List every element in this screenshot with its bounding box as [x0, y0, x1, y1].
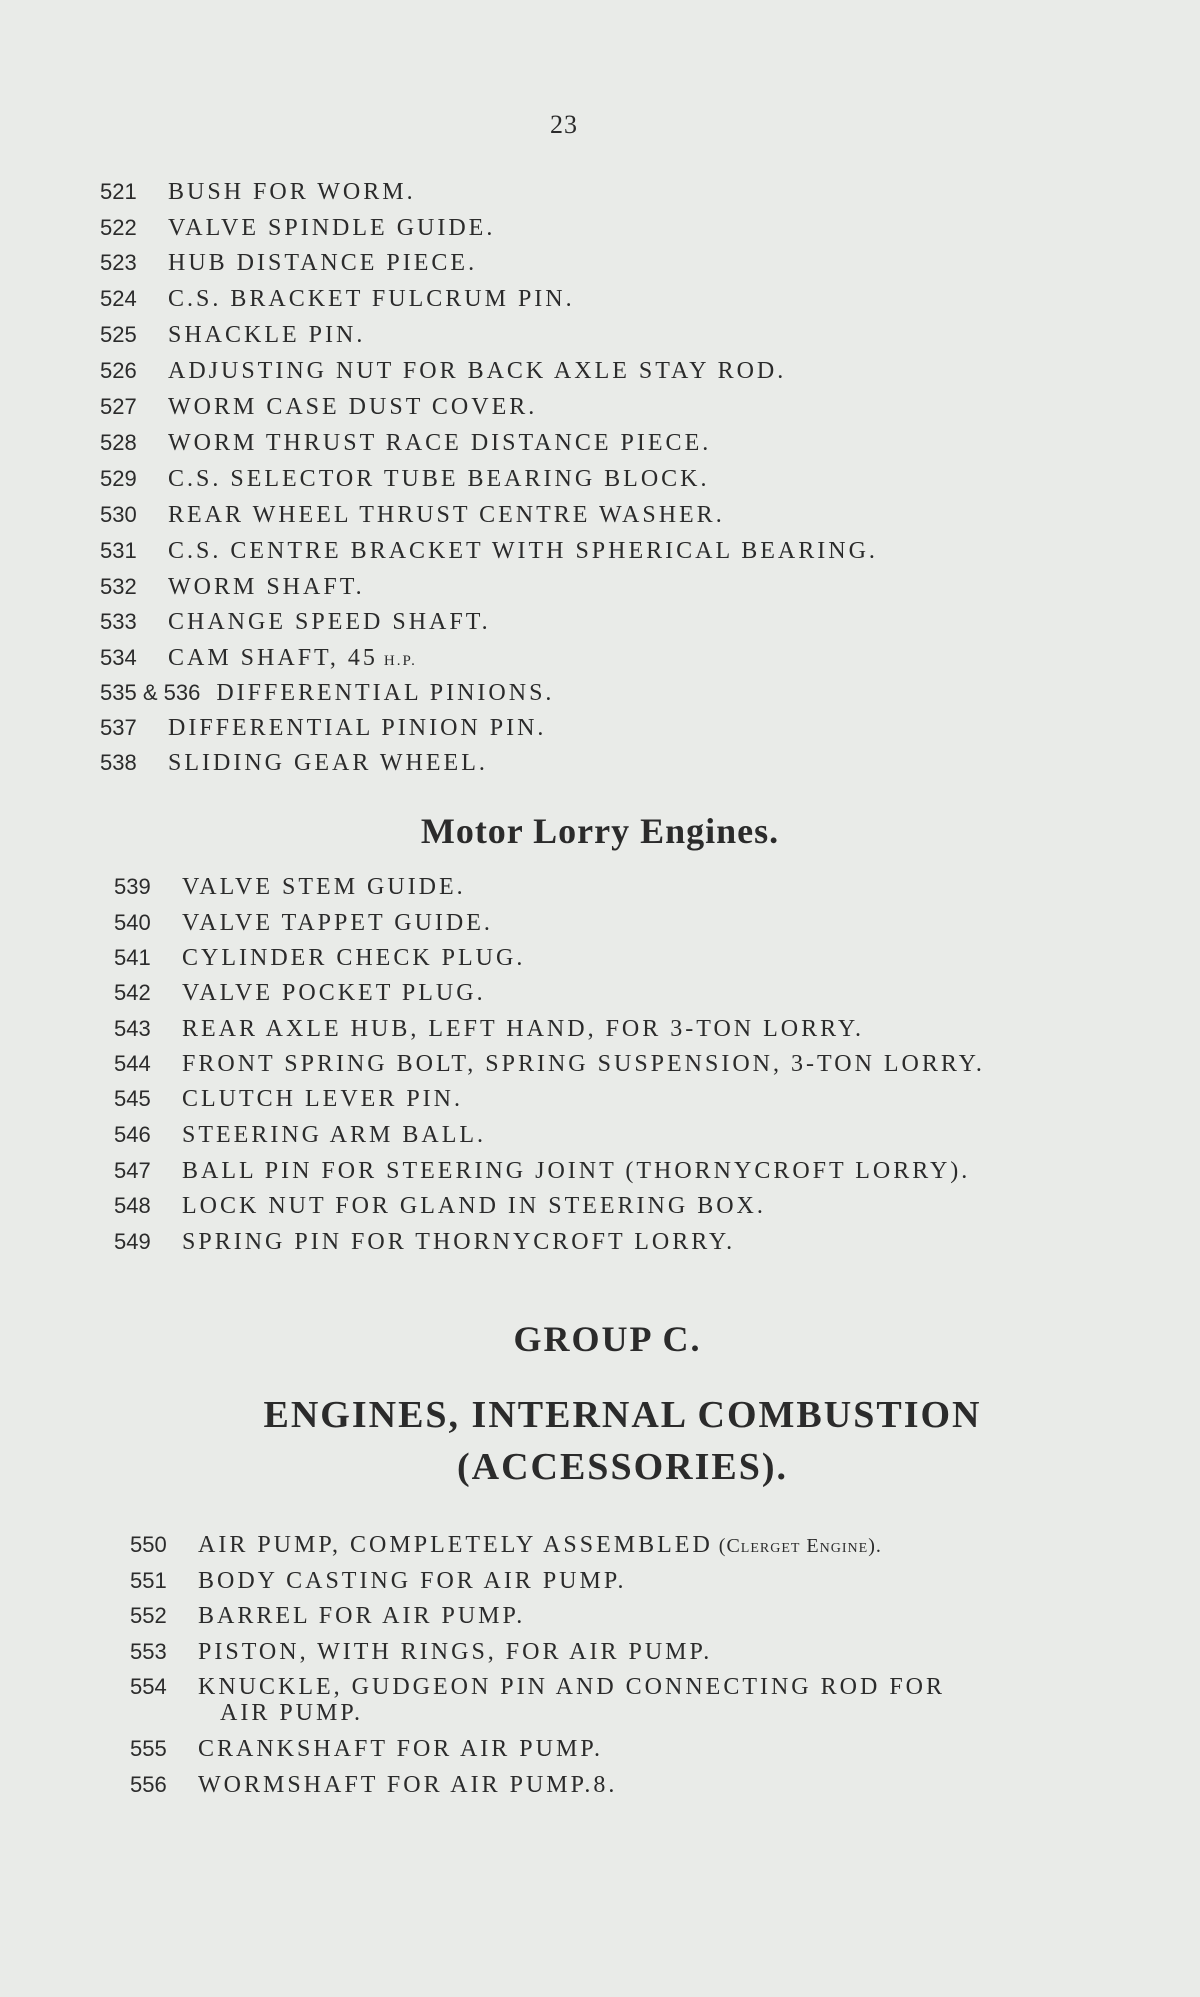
list-item: [100, 177, 416, 207]
list-item: [114, 1084, 463, 1114]
item-description: C.S. CENTRE BRACKET WITH SPHERICAL BEARING.: [168, 538, 878, 564]
item-number: 550: [130, 1532, 167, 1557]
item-number: 544: [114, 1051, 151, 1076]
page-number: 23: [550, 110, 578, 139]
item-number: 527: [100, 394, 137, 419]
item-number: 531: [100, 538, 137, 563]
item-description: BODY CASTING FOR AIR PUMP.: [198, 1568, 627, 1594]
list-item: [100, 320, 365, 350]
item-number: 537: [100, 715, 137, 740]
list-item: [130, 1734, 603, 1764]
list-item: [130, 1637, 712, 1667]
item-number: 539: [114, 874, 151, 899]
section-heading-line-1: ENGINES, INTERNAL COMBUSTION: [263, 1394, 982, 1436]
list-item: [114, 1120, 486, 1150]
item-number: 528: [100, 430, 137, 455]
item-number: 541: [114, 945, 151, 970]
item-number: 549: [114, 1229, 151, 1254]
list-item: [130, 1770, 617, 1800]
item-number: 556: [130, 1772, 167, 1797]
item-number: 533: [100, 609, 137, 634]
item-description: VALVE POCKET PLUG.: [182, 980, 486, 1006]
item-number: 552: [130, 1603, 167, 1628]
item-number: 532: [100, 574, 137, 599]
list-item: [100, 713, 546, 743]
group-heading: GROUP C.: [513, 1319, 702, 1359]
section-heading-motor-lorry-engines: Motor Lorry Engines.: [420, 811, 780, 851]
list-item: [114, 908, 493, 938]
item-description: C.S. BRACKET FULCRUM PIN.: [168, 286, 575, 312]
item-description: KNUCKLE, GUDGEON PIN AND CONNECTING ROD FOR: [198, 1674, 945, 1700]
item-description: CHANGE SPEED SHAFT.: [168, 609, 491, 635]
list-item: [114, 1156, 970, 1186]
list-item: [114, 978, 486, 1008]
list-item: [100, 748, 488, 778]
list-item: [100, 572, 365, 602]
item-description: CLUTCH LEVER PIN.: [182, 1086, 463, 1112]
item-number: 545: [114, 1086, 151, 1111]
item-number: 547: [114, 1158, 151, 1183]
item-description: PISTON, WITH RINGS, FOR AIR PUMP.: [198, 1639, 713, 1665]
list-item: [100, 607, 491, 637]
item-number: 526: [100, 358, 137, 383]
item-description: CRANKSHAFT FOR AIR PUMP.: [198, 1736, 603, 1762]
section-heading-line-2: (ACCESSORIES).: [456, 1446, 789, 1488]
list-item: [100, 248, 477, 278]
item-number: 525: [100, 322, 137, 347]
list-item: [114, 872, 466, 902]
item-description: ADJUSTING NUT FOR BACK AXLE STAY ROD.: [168, 358, 787, 384]
list-item: [100, 500, 725, 530]
item-number: 529: [100, 466, 137, 491]
item-description: REAR AXLE HUB, LEFT HAND, FOR 3-TON LORRY.: [182, 1016, 865, 1042]
item-number: 540: [114, 910, 151, 935]
list-item: [100, 643, 417, 676]
list-item: [100, 213, 495, 243]
item-number: 542: [114, 980, 151, 1005]
list-item: [100, 284, 575, 314]
item-description: WORMSHAFT FOR AIR PUMP.8.: [198, 1772, 618, 1798]
item-description: SHACKLE PIN.: [168, 322, 366, 348]
item-description: CYLINDER CHECK PLUG.: [182, 945, 526, 971]
item-description-small: H.P.: [383, 653, 417, 669]
item-number: 548: [114, 1193, 151, 1218]
list-item: [130, 1530, 882, 1561]
item-number: 543: [114, 1016, 151, 1041]
item-description: C.S. SELECTOR TUBE BEARING BLOCK.: [168, 466, 710, 492]
list-item: [114, 943, 525, 973]
list-item: [114, 1191, 766, 1221]
list-item: [114, 1049, 985, 1079]
item-number: 534: [100, 645, 137, 670]
item-description: WORM THRUST RACE DISTANCE PIECE.: [168, 430, 712, 456]
item-description-small: (Clerget Engine).: [718, 1535, 882, 1557]
item-description: BALL PIN FOR STEERING JOINT (THORNYCROFT LORRY).: [182, 1158, 971, 1184]
item-description: VALVE SPINDLE GUIDE.: [168, 215, 496, 241]
list-item: [130, 1566, 627, 1596]
item-description: FRONT SPRING BOLT, SPRING SUSPENSION, 3-TON LORRY.: [182, 1051, 985, 1077]
list-item: [100, 356, 786, 386]
list-item: [100, 464, 710, 494]
item-description: DIFFERENTIAL PINION PIN.: [168, 715, 547, 741]
item-description: VALVE STEM GUIDE.: [182, 874, 466, 900]
item-description: VALVE TAPPET GUIDE.: [182, 910, 493, 936]
list-item: [100, 536, 878, 566]
item-number: 530: [100, 502, 137, 527]
list-item: [100, 428, 711, 458]
list-item-continuation: AIR PUMP.: [220, 1700, 364, 1726]
list-item: [114, 1014, 864, 1044]
list-item: [100, 678, 554, 708]
item-description: BARREL FOR AIR PUMP.: [198, 1603, 526, 1629]
item-description: CAM SHAFT, 45: [168, 645, 378, 671]
item-number: 554: [130, 1674, 167, 1699]
item-number: 523: [100, 250, 137, 275]
item-number: 551: [130, 1568, 167, 1593]
item-description: LOCK NUT FOR GLAND IN STEERING BOX.: [182, 1193, 766, 1219]
item-description: AIR PUMP, COMPLETELY ASSEMBLED: [198, 1532, 713, 1558]
item-number: 555: [130, 1736, 167, 1761]
item-number: 535 & 536: [100, 680, 201, 705]
item-description: STEERING ARM BALL.: [182, 1122, 487, 1148]
item-number: 521: [100, 179, 137, 204]
item-description: SPRING PIN FOR THORNYCROFT LORRY.: [182, 1229, 736, 1255]
item-description: WORM CASE DUST COVER.: [168, 394, 538, 420]
list-item: [130, 1672, 945, 1702]
item-description: BUSH FOR WORM.: [168, 179, 416, 205]
item-description: HUB DISTANCE PIECE.: [168, 250, 478, 276]
item-number: 546: [114, 1122, 151, 1147]
item-number: 524: [100, 286, 137, 311]
list-item: [100, 392, 537, 422]
item-number: 538: [100, 750, 137, 775]
item-description: DIFFERENTIAL PINIONS.: [216, 680, 555, 706]
list-item: [114, 1227, 735, 1257]
item-number: 553: [130, 1639, 167, 1664]
item-description: WORM SHAFT.: [168, 574, 365, 600]
list-item: [130, 1601, 525, 1631]
item-number: 522: [100, 215, 137, 240]
item-description: REAR WHEEL THRUST CENTRE WASHER.: [168, 502, 725, 528]
item-description: SLIDING GEAR WHEEL.: [168, 750, 488, 776]
